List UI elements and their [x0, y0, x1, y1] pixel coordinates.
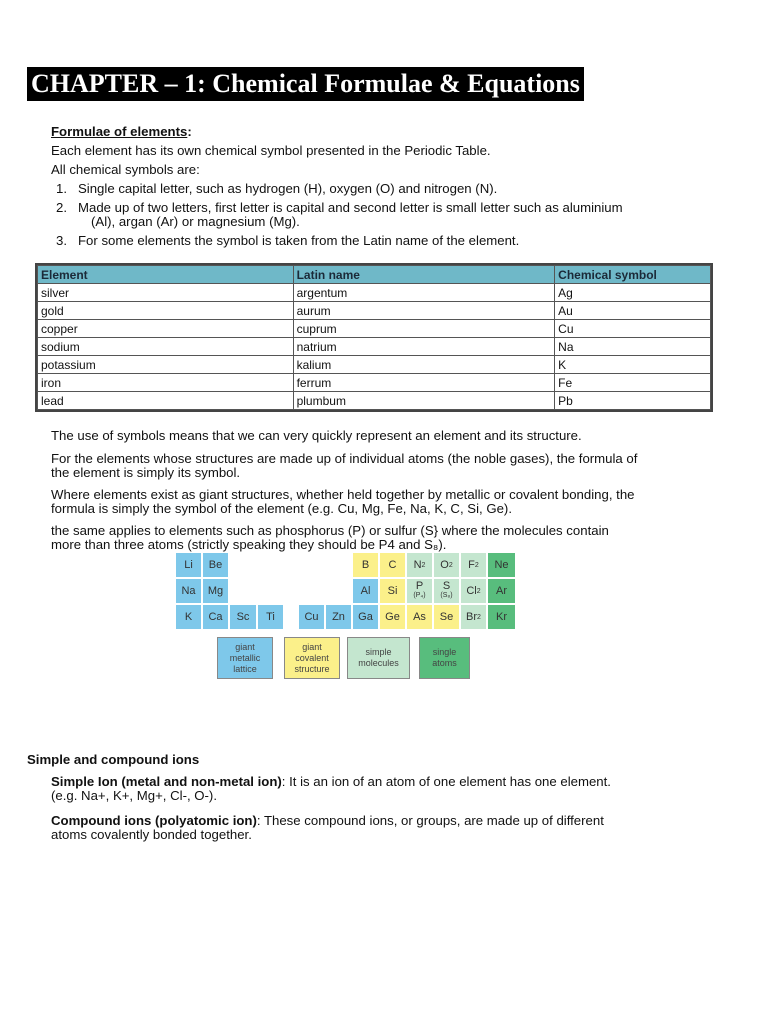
- table-cell: potassium: [38, 356, 294, 374]
- element-mg: Mg: [202, 578, 229, 604]
- list-item: [56, 201, 716, 229]
- element-br2: [460, 604, 487, 630]
- table-header: Chemical symbol: [555, 266, 711, 284]
- list-item-text-cont: (Al), argan (Ar) or magnesium (Mg).: [91, 214, 300, 229]
- ions-heading: Simple and compound ions: [27, 752, 200, 767]
- para-giant-structures: [51, 488, 635, 516]
- para-line: more than three atoms (strictly speaking they should be P4 and S₈).: [51, 537, 447, 552]
- legend-line: lattice: [233, 663, 257, 674]
- element-ga: Ga: [352, 604, 379, 630]
- table-cell: Pb: [555, 392, 711, 410]
- table-header: Latin name: [293, 266, 555, 284]
- legend-line: giant: [302, 641, 322, 652]
- table-row: [38, 302, 711, 320]
- element-cu: Cu: [298, 604, 325, 630]
- table-row: [38, 356, 711, 374]
- table-cell: aurum: [293, 302, 555, 320]
- table-cell: Cu: [555, 320, 711, 338]
- para-line: Where elements exist as giant structures, whether held together by metallic or covalent bonding, the: [51, 487, 635, 502]
- element-br-symbol: Br: [466, 611, 478, 623]
- element-be: Be: [202, 552, 229, 578]
- compound-ion-label: Compound ions (polyatomic ion): [51, 813, 257, 828]
- legend-line: covalent: [295, 652, 329, 663]
- element-n-symbol: N: [413, 559, 422, 571]
- table-cell: argentum: [293, 284, 555, 302]
- element-o-symbol: O: [440, 559, 449, 571]
- formulae-heading-colon: :: [187, 124, 192, 139]
- para-line: formula is simply the symbol of the element (e.g. Cu, Mg, Fe, Na, K, C, Si, Ge).: [51, 501, 512, 516]
- table-cell: ferrum: [293, 374, 555, 392]
- element-sc: Sc: [229, 604, 257, 630]
- element-f2: [460, 552, 487, 578]
- table-cell: Na: [555, 338, 711, 356]
- element-ar: Ar: [487, 578, 516, 604]
- legend-line: giant: [235, 641, 255, 652]
- formulae-heading: [51, 125, 192, 139]
- para-molecules: [51, 524, 609, 552]
- table-row: [38, 392, 711, 410]
- element-al: Al: [352, 578, 379, 604]
- compound-ion-text: : These compound ions, or groups, are made up of different: [256, 813, 604, 828]
- element-li: Li: [175, 552, 202, 578]
- element-ca: Ca: [202, 604, 229, 630]
- list-item-text: Single capital letter, such as hydrogen (H), oxygen (O) and nitrogen (N).: [78, 181, 498, 196]
- element-k: K: [175, 604, 202, 630]
- element-br-subscript: 2: [477, 613, 481, 621]
- legend-simple-molecules: [347, 637, 410, 679]
- legend-line: structure: [294, 663, 330, 674]
- element-n-subscript: 2: [421, 561, 426, 569]
- table-cell: Au: [555, 302, 711, 320]
- legend-line: metallic: [229, 652, 261, 663]
- element-o2: [433, 552, 460, 578]
- element-b: B: [352, 552, 379, 578]
- table-cell: silver: [38, 284, 294, 302]
- table-row: [38, 374, 711, 392]
- simple-ion-text: : It is an ion of an atom of one element has one element.: [281, 774, 611, 789]
- para-compound-ion: [51, 814, 604, 842]
- legend-line: atoms: [432, 658, 457, 668]
- simple-ion-label: Simple Ion (metal and non-metal ion): [51, 774, 282, 789]
- para-noble-gases: [51, 452, 637, 480]
- element-p-symbol: P: [415, 580, 424, 592]
- table-row: [38, 320, 711, 338]
- legend-giant-metallic: [217, 637, 273, 679]
- legend-single-atoms: [419, 637, 470, 679]
- para-symbols: The use of symbols means that we can very quickly represent an element and its structure.: [51, 428, 582, 443]
- table-row: [38, 338, 711, 356]
- compound-ion-text-cont: atoms covalently bonded together.: [51, 827, 252, 842]
- element-s: [433, 578, 460, 604]
- para-line: the same applies to elements such as phosphorus (P) or sulfur (S} where the molecules contain: [51, 523, 609, 538]
- formulae-line2: All chemical symbols are:: [51, 162, 200, 177]
- table-cell: Ag: [555, 284, 711, 302]
- para-line: the element is simply its symbol.: [51, 465, 241, 480]
- element-se: Se: [433, 604, 460, 630]
- element-f-symbol: F: [468, 559, 475, 571]
- table-cell: kalium: [293, 356, 555, 374]
- list-item-number: 1.: [56, 181, 67, 196]
- table-cell: Fe: [555, 374, 711, 392]
- list-item: [56, 182, 716, 196]
- element-na: Na: [175, 578, 202, 604]
- element-s-symbol: S: [442, 580, 451, 592]
- legend-giant-covalent: [284, 637, 340, 679]
- table-cell: sodium: [38, 338, 294, 356]
- table-header-row: [38, 266, 711, 284]
- element-s-note: (S₈): [440, 592, 453, 599]
- element-zn: Zn: [325, 604, 352, 630]
- element-o-subscript: 2: [448, 561, 453, 569]
- element-p: [406, 578, 433, 604]
- element-f-subscript: 2: [474, 561, 479, 569]
- latin-names-table: [35, 263, 713, 412]
- element-ne: Ne: [487, 552, 516, 578]
- element-cl-symbol: Cl: [466, 585, 477, 597]
- table-cell: lead: [38, 392, 294, 410]
- table-cell: copper: [38, 320, 294, 338]
- table-cell: gold: [38, 302, 294, 320]
- element-c: C: [379, 552, 406, 578]
- table-cell: natrium: [293, 338, 555, 356]
- table-cell: cuprum: [293, 320, 555, 338]
- formulae-line1: Each element has its own chemical symbol presented in the Periodic Table.: [51, 143, 491, 158]
- element-kr: Kr: [487, 604, 516, 630]
- list-item-text: For some elements the symbol is taken from the Latin name of the element.: [78, 233, 520, 248]
- table-cell: plumbum: [293, 392, 555, 410]
- chapter-title: CHAPTER – 1: Chemical Formulae & Equations: [27, 67, 584, 101]
- table-cell: iron: [38, 374, 294, 392]
- formulae-heading-text: Formulae of elements: [51, 124, 188, 139]
- legend-line: molecules: [358, 658, 399, 668]
- element-as: As: [406, 604, 433, 630]
- simple-ion-example: (e.g. Na+, K+, Mg+, Cl-, O-).: [51, 788, 217, 803]
- legend-line: single: [432, 647, 457, 657]
- element-si: Si: [379, 578, 406, 604]
- table-header: Element: [38, 266, 294, 284]
- para-simple-ion: [51, 775, 611, 803]
- element-cl-subscript: 2: [476, 587, 481, 595]
- para-line: For the elements whose structures are made up of individual atoms (the noble gases), the formula of: [51, 451, 638, 466]
- element-ti: Ti: [257, 604, 284, 630]
- element-n2: [406, 552, 433, 578]
- table-row: [38, 284, 711, 302]
- table-cell: K: [555, 356, 711, 374]
- list-item-number: 3.: [56, 233, 67, 248]
- element-p-note: (P₄): [413, 592, 426, 599]
- element-cl2: [460, 578, 487, 604]
- list-item: [56, 234, 716, 248]
- list-item-text: Made up of two letters, first letter is capital and second letter is small letter such as aluminium: [78, 200, 623, 215]
- legend-line: simple: [365, 647, 392, 657]
- list-item-number: 2.: [56, 200, 67, 215]
- element-ge: Ge: [379, 604, 406, 630]
